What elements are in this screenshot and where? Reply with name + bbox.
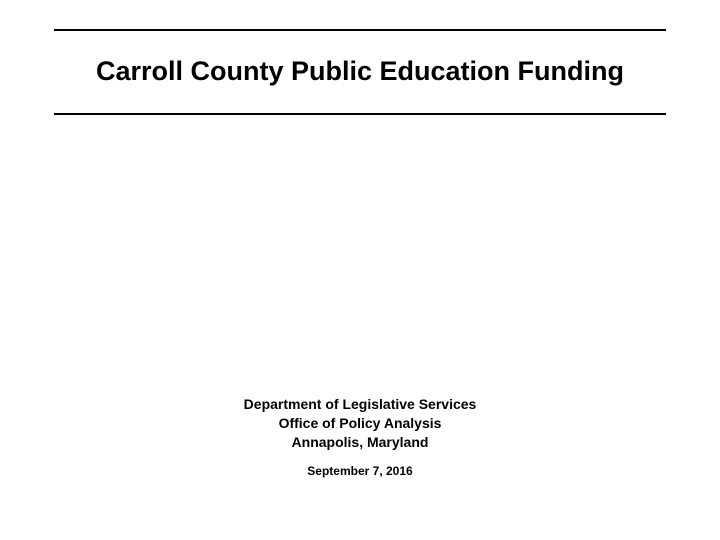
organization-block [0, 395, 720, 452]
presentation-date: September 7, 2016 [307, 464, 413, 478]
top-divider [54, 29, 666, 31]
office-name: Office of Policy Analysis [278, 415, 442, 431]
bottom-divider [54, 113, 666, 115]
location: Annapolis, Maryland [291, 434, 429, 450]
slide-title: Carroll County Public Education Funding [96, 56, 624, 86]
department-name: Department of Legislative Services [243, 396, 477, 412]
